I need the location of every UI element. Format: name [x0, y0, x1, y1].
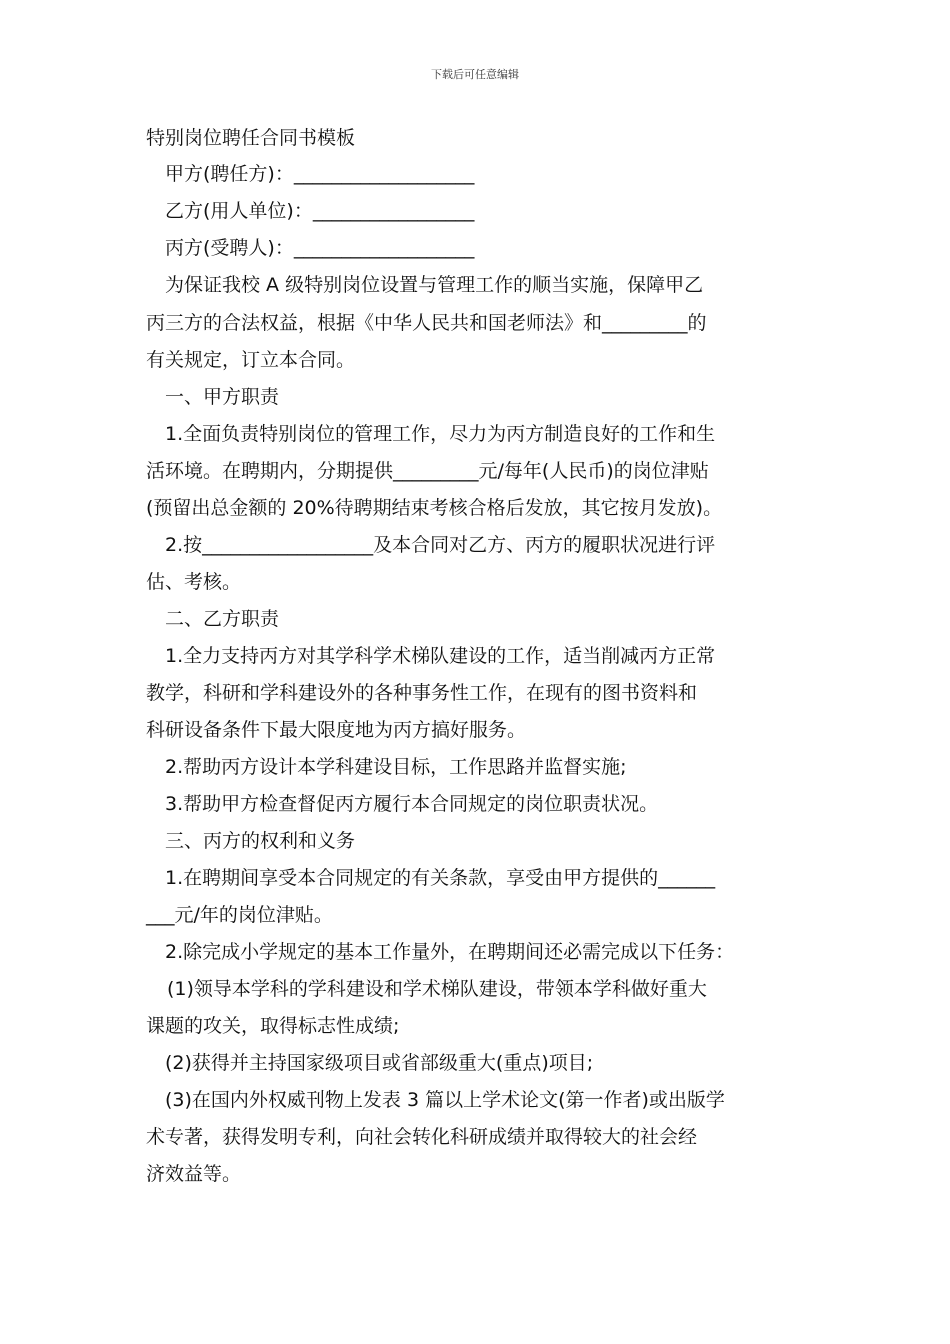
paragraph-line: 科研设备条件下最大限度地为丙方搞好服务。: [146, 719, 527, 741]
paragraph-line: (预留出总金额的 20%待聘期结束考核合格后发放，其它按月发放)。: [146, 497, 723, 519]
paragraph-line: 活环境。在聘期内，分期提供_________元/每年(人民币)的岗位津贴: [146, 460, 709, 482]
paragraph-line: 济效益等。: [146, 1163, 242, 1185]
paragraph-line: 丙三方的合法权益，根据《中华人民共和国老师法》和_________的: [146, 312, 707, 334]
paragraph-line: (3)在国内外权威刊物上发表 3 篇以上学术论文(第一作者)或出版学: [165, 1089, 725, 1111]
paragraph-line: 估、考核。: [146, 571, 242, 593]
section-heading: 一、甲方职责: [165, 386, 280, 408]
paragraph-line: 3.帮助甲方检查督促丙方履行本合同规定的岗位职责状况。: [165, 793, 659, 815]
paragraph-line: 1.全力支持丙方对其学科学术梯队建设的工作，适当削减丙方正常: [165, 645, 716, 667]
paragraph-line: 为保证我校 A 级特别岗位设置与管理工作的顺当实施，保障甲乙: [165, 274, 704, 296]
section-heading: 二、乙方职责: [165, 608, 280, 630]
paragraph-line: ___元/年的岗位津贴。: [146, 904, 333, 926]
paragraph-line: (1)领导本学科的学科建设和学术梯队建设，带领本学科做好重大: [167, 978, 707, 1000]
paragraph-line: 术专著，获得发明专利，向社会转化科研成绩并取得较大的社会经: [146, 1126, 698, 1148]
paragraph-line: 2.帮助丙方设计本学科建设目标，工作思路并监督实施;: [165, 756, 627, 778]
paragraph-line: 1.在聘期间享受本合同规定的有关条款，享受由甲方提供的______: [165, 867, 716, 889]
paragraph-line: 课题的攻关，取得标志性成绩;: [146, 1015, 400, 1037]
document-title: 特别岗位聘任合同书模板: [146, 127, 356, 149]
paragraph-line: 教学，科研和学科建设外的各种事务性工作，在现有的图书资料和: [146, 682, 698, 704]
paragraph-line: 1.全面负责特别岗位的管理工作，尽力为丙方制造良好的工作和生: [165, 423, 716, 445]
paragraph-line: 有关规定，订立本合同。: [146, 349, 356, 371]
paragraph-line: (2)获得并主持国家级项目或省部级重大(重点)项目;: [165, 1052, 594, 1074]
party-c-line: 丙方(受聘人)：___________________: [165, 237, 475, 259]
page-header: 下载后可任意编辑: [431, 68, 519, 81]
section-heading: 三、丙方的权利和义务: [165, 830, 356, 852]
party-a-line: 甲方(聘任方)：___________________: [165, 163, 475, 185]
paragraph-line: 2.按__________________及本合同对乙方、丙方的履职状况进行评: [165, 534, 716, 556]
party-b-line: 乙方(用人单位)：_________________: [165, 200, 475, 222]
paragraph-line: 2.除完成小学规定的基本工作量外，在聘期间还必需完成以下任务：: [165, 941, 735, 963]
